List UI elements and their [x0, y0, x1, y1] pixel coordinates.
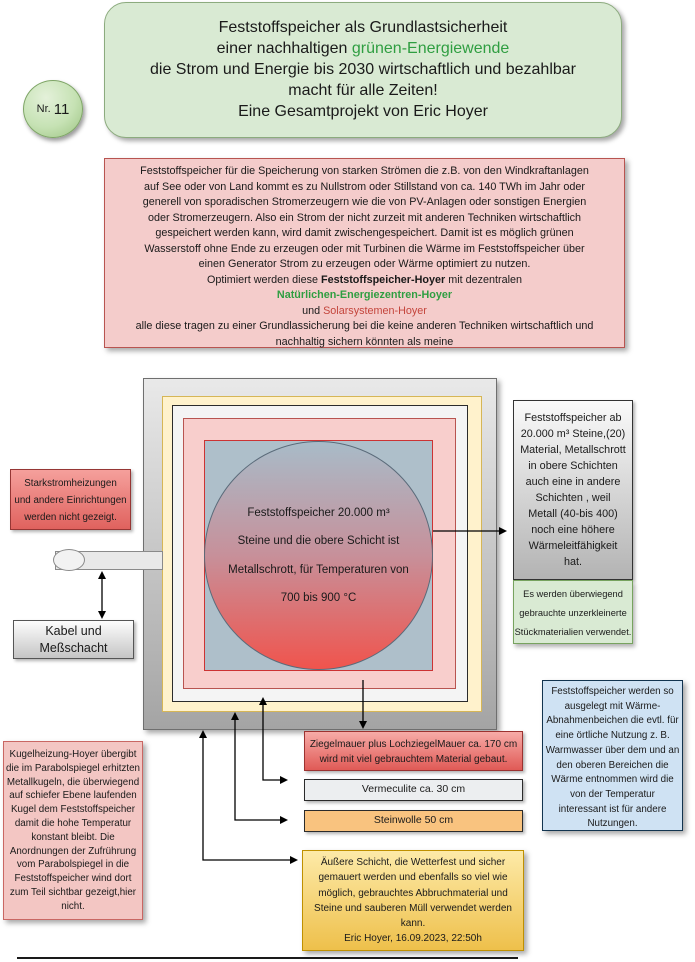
kabel-messschacht-box: Kabel und Meßschacht: [13, 620, 134, 659]
outer-layer-label-box: Äußere Schicht, die Wetterfest und sicher gemauert werden und ebenfalls so viel wie möglich, gebrauchtes Abbruchmaterial und Steine und sauberen Müll verwendet werden kann. Eric Hoyer, 16.09.2023, 22:50h: [302, 850, 524, 951]
arrow-outer-layer-connector: [199, 730, 298, 864]
steinwolle-label-box: Steinwolle 50 cm: [304, 810, 523, 832]
badge-prefix: Nr.: [36, 103, 51, 115]
number-badge: [23, 80, 83, 138]
kugelheizung-note-box: Kugelheizung-Hoyer übergibt die im Parabolspiegel erhitzten Metallkugeln, die überwiegend auf schiefer Ebene laufenden Kugel dem Feststoffspeicher damit die hohe Temperatur konstant bleibt. Die Anordnungen der Zufrührung vom Parabolspiegel in die Feststoffspeicher wind dort zum Teil sichtbar gezeigt,hier nicht.: [3, 741, 143, 920]
intro-text-box: Feststoffspeicher für die Speicherung von starken Strömen die z.B. von den Windkraftanlagen auf See oder von Land kommt es zu Nullstrom oder Stillstand von ca. 140 TWh im Jahr oder generell von sporadischen Stromerzeugern wie die von PV-Anlagen oder sonstigen Energien oder Stromerzeugern. Also ein Strom der nicht zurzeit mit anderen Techniken wirtschaftlich gespeichert werden kann, wird damit zwischengespeichert. Damit ist es möglich grünen Wasserstoff ohne Ende zu erzeugen oder mit Turbinen die Wärme im Feststoffspeicher über einen Generator Strom zu erzeugen oder Wärme optimiert zu nutzen. Optimiert werden diese Feststoffspeicher-Hoyer mit dezentralen Natürlichen-Energiezentren-Hoyer und Solarsystemen-Hoyer alle diese tragen zu einer Grundlassicherung bei die keine anderen Techniken wirtschaftlich und nachhaltig sichern könnten als meine: [104, 158, 625, 348]
heat-usage-note-box: Feststoffspeicher werden so ausgelegt mit Wärme- Abnahmenbeichen die evtl. für eine örtliche Nutzung z. B. Warmwasser über dem und an den oberen Bereichen die Wärme entnommen wird die von der Temperatur interessant ist für andere Nutzungen.: [542, 680, 683, 831]
access-pipe-cap: [53, 549, 85, 571]
spec-box: Feststoffspeicher ab 20.000 m³ Steine,(20) Material, Metallschrott in obere Schichten auch eine in andere Schichten , weil Metall (40-bis 400) noch eine höhere Wärmeleitfähigkeit hat.: [513, 400, 633, 580]
arrow-pipe-to-kabel-double: [98, 571, 106, 619]
ziegelmauer-label-box: Ziegelmauer plus LochziegelMauer ca. 170 cm wird mit viel gebrauchtem Material gebaut.: [304, 731, 523, 771]
page-bottom-edge: [17, 957, 518, 959]
materials-note-box: Es werden überwiegend gebrauchte unzerkleinerte Stückmaterialien verwendet.: [513, 580, 633, 644]
vermeculite-label-box: Vermeculite ca. 30 cm: [304, 779, 523, 801]
title-box: Feststoffspeicher als Grundlastsicherheit einer nachhaltigen grünen-Energiewende die Strom und Energie bis 2030 wirtschaftlich und bezahlbar macht für alle Zeiten! Eine Gesamtprojekt von Eric Hoyer: [104, 2, 622, 138]
storage-core-circle: Feststoffspeicher 20.000 m³ Steine und die obere Schicht ist Metallschrott, für Temperaturen von 700 bis 900 °C: [204, 441, 433, 670]
badge-number: 11: [53, 100, 70, 118]
starkstrom-note-box: Starkstromheizungen und andere Einrichtungen werden nicht gezeigt.: [10, 469, 131, 530]
